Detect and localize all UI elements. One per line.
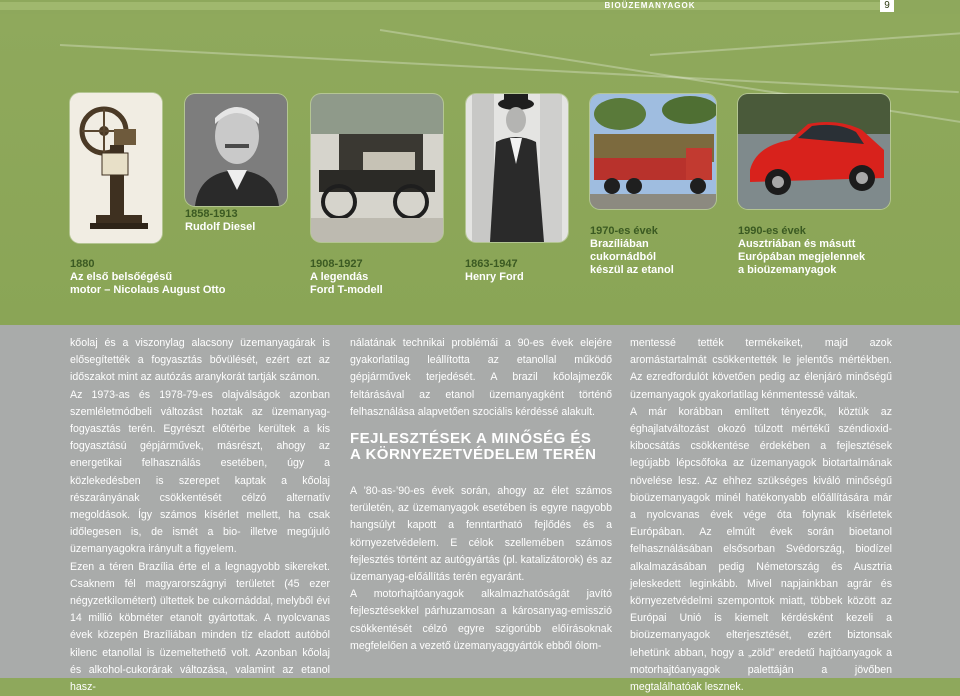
paragraph: mentessé tették termékeiket, majd azok aromástartalmát csökkentették le jelentős mértékben. Az ezredfordulót követően pedig az élenjáró minőségű üzemanyagok gyakorlatilag kénmentessé váltak. — [630, 337, 892, 401]
caption-line: Henry Ford — [465, 271, 524, 283]
caption-line: motor – Nicolaus August Otto — [70, 284, 226, 296]
paragraph: Ezen a téren Brazília érte el a legnagyobb sikereket. Csaknem fél magyarországnyi területet (45 ezer négyzetkilométert) ültettek be cukornáddal, melyből évi 14 millió köbméter etanolt gyártottak. A nyolcvanas évek közepén Brazíliában minden tíz eladott autóból kilenc etanollal is üzemeltethető volt. Azonban kőolaj és alkohol-cukorárak változása, valamint az etanol hasz- — [70, 560, 330, 694]
timeline-caption-biofuels — [738, 225, 898, 277]
paragraph: Az 1973-as és 1978-79-es olajválságok azonban szemléletmódbeli változást hoztak az üzemanyag-fogyasztás terén. Egyrészt előtérbe kerültek a kis fogyasztású gépjárművek, másrészt, ahogy az energetikai felhasználás esetében, úgy a közlekedésben is szerepet kaptak a kőolaj részarányának csökkentését célzó alternatív megoldások. Így számos kísérlet mellett, ha csak időlegesen is, de ismét a bio- illetve megújuló üzemanyagokra irányult a figyelem. — [70, 388, 330, 556]
paragraph: A ’80-as-’90-es évek során, ahogy az élet számos területén, az üzemanyagok esetében is egyre nagyobb hangsúlyt kapott a fenntartható fejlődés és a környezetvédelem. E célok szellemében számos fejlesztés történt az autógyártás (pl. katalizátorok) és az üzemanyag-előállítás terén egyaránt. — [350, 485, 612, 584]
rudolf-diesel-portrait — [185, 94, 287, 206]
timeline-caption-otto — [70, 258, 270, 297]
caption-line: A legendás — [310, 271, 369, 283]
caption-year: 1880 — [70, 258, 95, 270]
caption-line: cukornádból — [590, 251, 657, 263]
caption-year: 1863-1947 — [465, 258, 518, 270]
caption-year: 1908-1927 — [310, 258, 363, 270]
ford-model-t-photo — [311, 94, 443, 242]
section-heading-line: FEJLESZTÉSEK A MINŐSÉG ÉS — [350, 430, 592, 448]
timeline-caption-ethanol — [590, 225, 720, 277]
page-header-title: BIOÜZEMANYAGOK — [604, 1, 696, 10]
paragraph: nálatának technikai problémái a 90-es évek elejére gyakorlatilag leállította az etanollal működő gépjárművek terjedését. A brazil kőolajmezők feltárásával az etanol üzemanyagként történő felhasználása alapvetően szociális kérdéssé alakult. — [350, 337, 612, 418]
caption-line: Ausztriában és másutt — [738, 238, 856, 250]
caption-line: Európában megjelennek — [738, 251, 866, 263]
caption-year: 1970-es évek — [590, 225, 658, 237]
red-car-photo — [738, 94, 890, 209]
header-bar — [0, 0, 960, 14]
timeline-caption-model-t — [310, 258, 430, 297]
article-column-2 — [350, 335, 612, 655]
caption-line: készül az etanol — [590, 264, 674, 276]
article-column-3 — [630, 335, 892, 696]
engine-photo — [70, 93, 162, 243]
caption-year: 1858-1913 — [185, 208, 238, 220]
timeline-caption-diesel — [185, 208, 305, 234]
article-column-1 — [70, 335, 330, 696]
header-band — [0, 2, 888, 10]
caption-year: 1990-es évek — [738, 225, 806, 237]
caption-line: Az első belsőégésű — [70, 271, 173, 283]
page-number: 9 — [880, 0, 894, 12]
caption-line: a bioüzemanyagok — [738, 264, 837, 276]
caption-line: Brazíliában — [590, 238, 649, 250]
section-heading-line: A KÖRNYEZETVÉDELEM TERÉN — [350, 446, 597, 464]
paragraph: A motorhajtóanyagok alkalmazhatóságát javító fejlesztésekkel párhuzamosan a károsanyag-emisszió csökkentését célzó egyre szigorúbb előírásoknak megfelelően a vezető üzemanyaggyártók ebből ólom- — [350, 588, 612, 652]
article-body — [0, 325, 960, 694]
sugarcane-truck-photo — [590, 94, 716, 209]
paragraph: kőolaj és a viszonylag alacsony üzemanyagárak is elősegítették a fogyasztás bővülését, ezért ezt az időszakot mint az autózás aranykorát tartják számon. — [70, 337, 330, 384]
paragraph: A már korábban említett tényezők, köztük az éghajlatváltozást okozó túlzott mértékű széndioxid-kibocsátás csökkentése érdekében a fejlesztések legújabb lépcsőfoka az üzemanyagok biotartalmának növelése lesz. Az ehhez szükséges kiváló minőségű bioüzemanyagok minél hatékonyabb előállítására már a nyolcvanas évek vége óta folynak kísérletek Európában. Az elmúlt évek során bioetanol felhasználásában elsősorban Svédország, biodízel alkalmazásában pedig Németország és Ausztria jeleskedett leginkább. Mivel napjainkban agrár és környezetvédelmi szempontok miatt, többek között az Európai Unió is kiemelt kérdésként kezeli a bioüzemanyagok elterjesztését, ezért biztonsak lehetünk abban, hogy a „zöld” eredetű hajtóanyagok a motorhajtóanyagok palettáján a jövőben megtalálhatóak lesznek. — [630, 405, 892, 694]
henry-ford-portrait — [466, 94, 568, 242]
decorative-stripe — [650, 26, 960, 56]
timeline-caption-henry-ford — [465, 258, 565, 284]
section-heading — [350, 431, 612, 463]
caption-line: Ford T-modell — [310, 284, 383, 296]
history-timeline — [0, 14, 960, 325]
caption-line: Rudolf Diesel — [185, 221, 256, 233]
